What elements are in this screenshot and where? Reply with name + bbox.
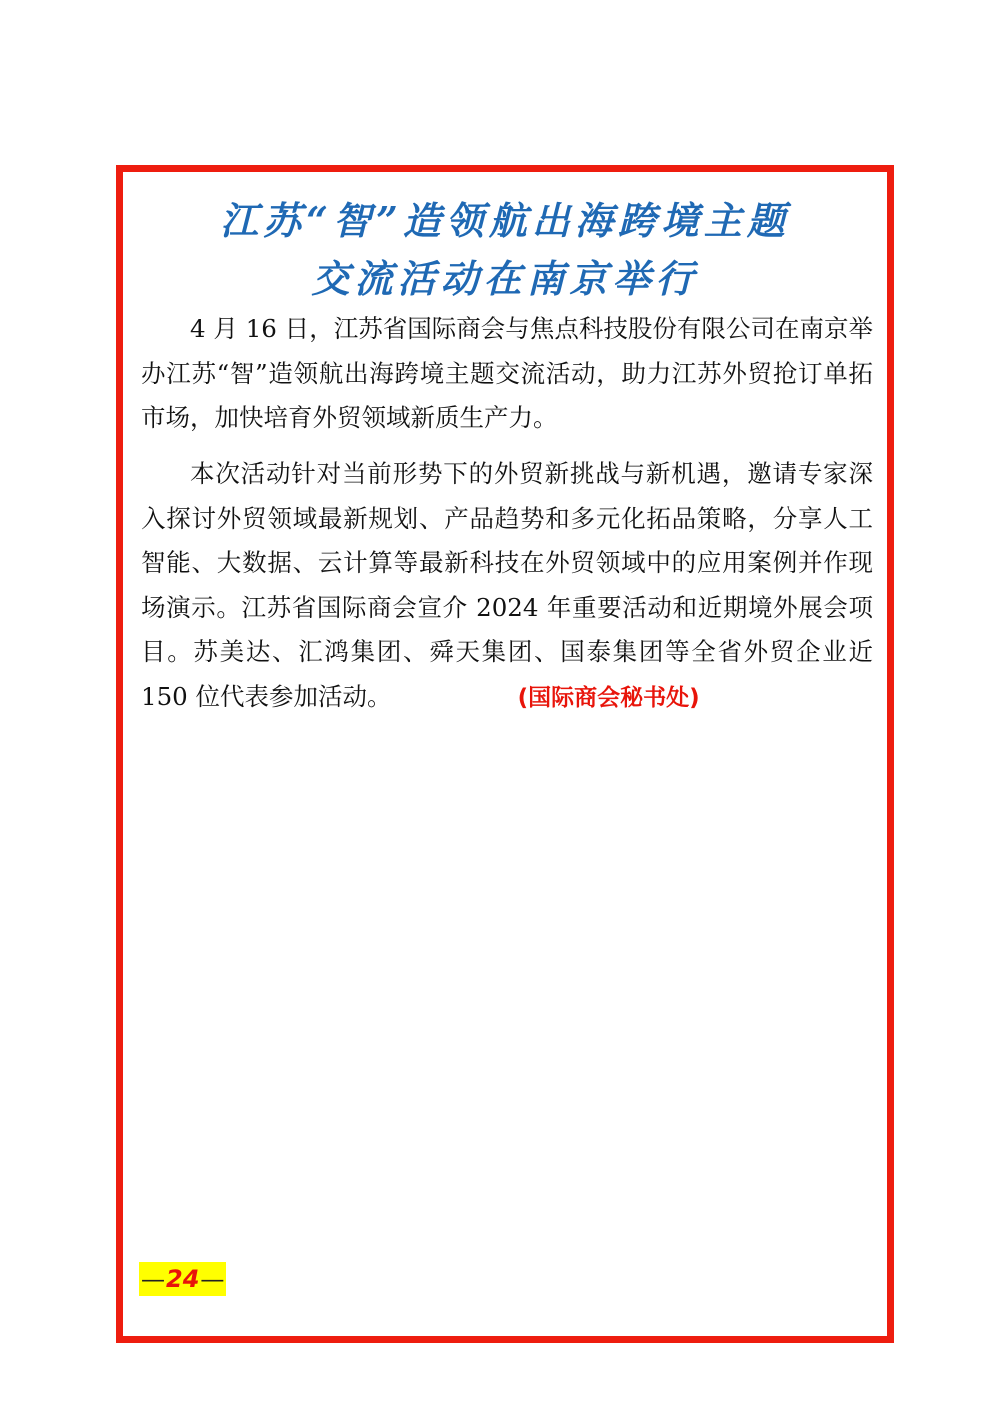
page-number-dash-right: —: [200, 1265, 225, 1293]
article-paragraph-2: [141, 452, 873, 720]
article-paragraph-1: [141, 307, 873, 441]
article-title-line2: 交流活动在南京举行: [311, 256, 699, 301]
article-source: (国际商会秘书处): [517, 684, 700, 711]
page-number-dash-left: —: [141, 1265, 165, 1293]
page-border-frame: [116, 165, 894, 1343]
article-title-line1: 江苏“智”造领航出海跨境主题: [220, 198, 790, 243]
page-number: 24: [166, 1265, 200, 1293]
paragraph-1-text: 4 月 16 日，江苏省国际商会与焦点科技股份有限公司在南京举办江苏“智”造领航出海跨境主题交流活动，助力江苏外贸抢订单拓市场，加快培育外贸领域新质生产力。: [141, 314, 873, 432]
page-number-badge: [139, 1262, 226, 1296]
paragraph-2-text: 本次活动针对当前形势下的外贸新挑战与新机遇，邀请专家深入探讨外贸领域最新规划、产品趋势和多元化拓品策略，分享人工智能、大数据、云计算等最新科技在外贸领域中的应用案例并作现场演示。江苏省国际商会宣介 2024 年重要活动和近期境外展会项目。苏美达、汇鸿集团、舜天集团、国泰集团等全省外贸企业近 150 位代表参加活动。: [141, 459, 873, 711]
